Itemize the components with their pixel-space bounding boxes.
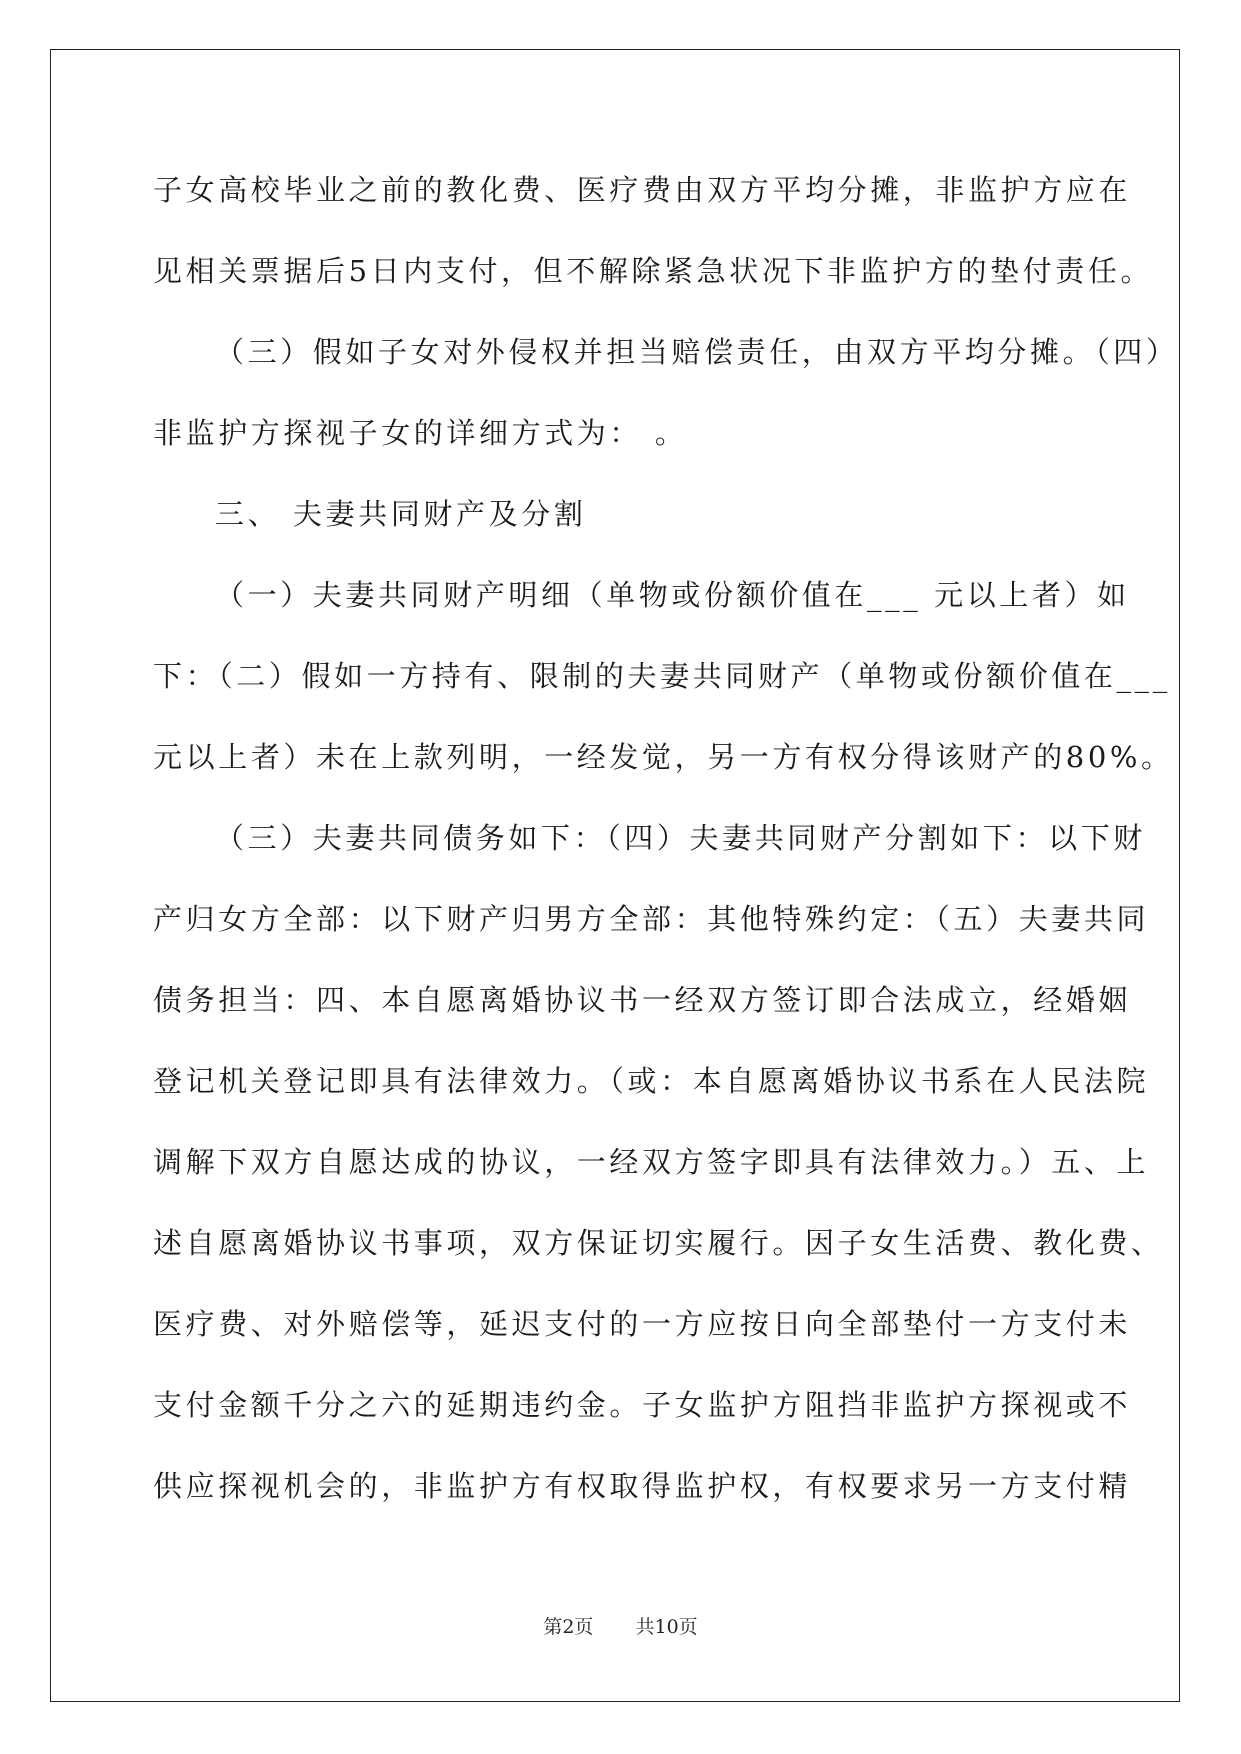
text-line: 调解下双方自愿达成的协议，一经双方签字即具有法律效力。）五、上: [153, 1145, 1150, 1179]
text-line: 债务担当：四、本自愿离婚协议书一经双方签订即合法成立，经婚姻: [153, 983, 1132, 1017]
document-body: [153, 160, 1179, 1537]
text-line: 见相关票据后5日内支付，但不解除紧急状况下非监护方的垫付责任。: [153, 254, 1154, 288]
text-line: 元以上者）未在上款列明，一经发觉，另一方有权分得该财产的80%。: [153, 740, 1174, 774]
text-line: 产归女方全部：以下财产归男方全部：其他特殊约定：（五）夫妻共同: [153, 902, 1150, 936]
text-line: （三）夫妻共同债务如下：（四）夫妻共同财产分割如下：以下财: [215, 821, 1146, 855]
section-heading: 三、 夫妻共同财产及分割: [215, 497, 587, 531]
text-line: 医疗费、对外赔偿等，延迟支付的一方应按日向全部垫付一方支付未: [153, 1307, 1132, 1341]
text-line: 子女高校毕业之前的教化费、医疗费由双方平均分摊，非监护方应在: [153, 173, 1132, 207]
text-line: 登记机关登记即具有法律效力。（或：本自愿离婚协议书系在人民法院: [153, 1064, 1150, 1098]
text-line: 述自愿离婚协议书事项，双方保证切实履行。因子女生活费、教化费、: [153, 1226, 1164, 1260]
text-line: 非监护方探视子女的详细方式为： 。: [153, 416, 688, 450]
page-number: 第2页: [543, 1616, 594, 1638]
text-line: 供应探视机会的，非监护方有权取得监护权，有权要求另一方支付精: [153, 1469, 1132, 1503]
page-footer: [0, 1612, 1241, 1639]
text-line: 支付金额千分之六的延期违约金。子女监护方阻挡非监护方探视或不: [153, 1388, 1132, 1422]
text-line: （一）夫妻共同财产明细（单物或份额价值在___ 元以上者）如: [215, 578, 1130, 612]
text-line: （三）假如子女对外侵权并担当赔偿责任，由双方平均分摊。（四）: [215, 335, 1179, 369]
page-total: 共10页: [635, 1616, 698, 1638]
text-line: 下：（二）假如一方持有、限制的夫妻共同财产（单物或份额价值在___: [153, 659, 1171, 693]
